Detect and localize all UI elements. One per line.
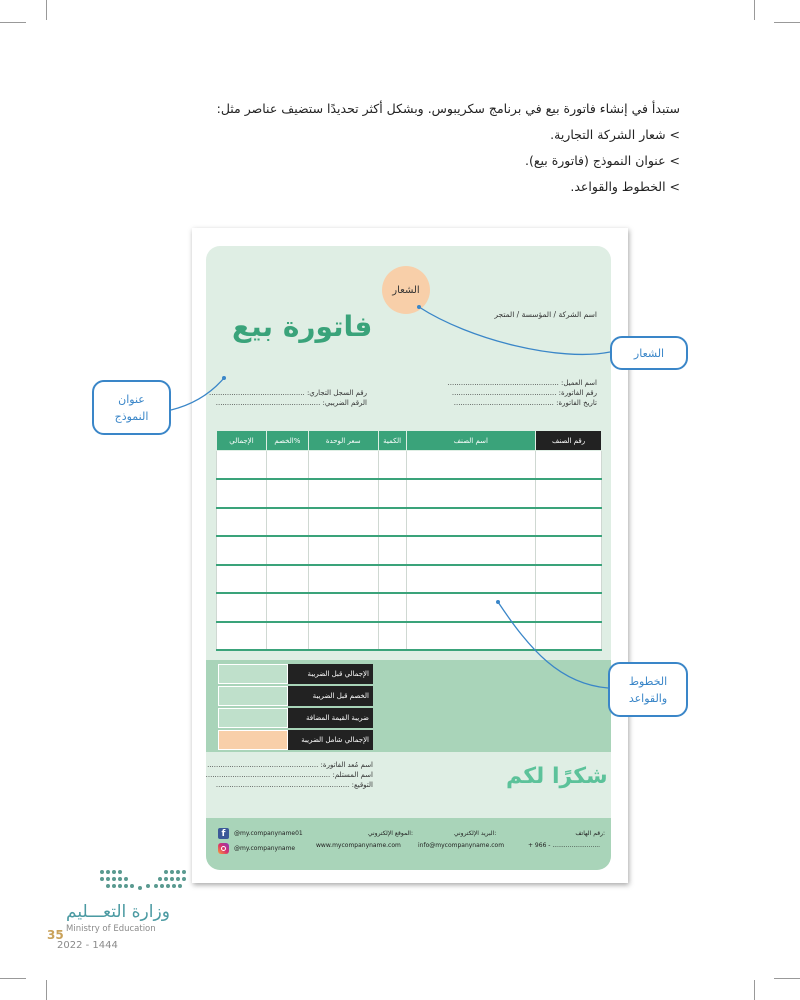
thanks-text: شكرًا لكم — [506, 764, 608, 789]
preparer-field: اسم مُعد الفاتورة: .................................................. — [207, 761, 373, 769]
edition-year: 2022 - 1444 — [57, 940, 118, 951]
table-cell — [266, 451, 308, 480]
table-cell — [406, 536, 536, 565]
table-cell — [406, 508, 536, 537]
email-value: info@mycompanyname.com — [418, 842, 505, 849]
col-discount: الخصم% — [266, 431, 308, 451]
commercial-fields — [209, 388, 367, 408]
table-cell — [308, 508, 378, 537]
crop-mark — [754, 980, 755, 1000]
total-label: الإجمالي قبل الضريبة — [288, 664, 373, 684]
total-label: الإجمالي شامل الضريبة — [288, 730, 373, 750]
signature-field: التوقيع: ............................................................ — [215, 781, 373, 789]
table-cell — [308, 593, 378, 622]
table-cell — [378, 451, 406, 480]
lines-callout — [608, 662, 688, 717]
table-cell — [536, 565, 602, 594]
table-cell — [217, 622, 267, 651]
customer-name-field: اسم العميل: .................................................. — [447, 379, 597, 387]
crop-mark — [754, 0, 755, 20]
intro-line: ستبدأ في إنشاء فاتورة بيع في برنامج سكريبوس. وبشكل أكثر تحديدًا ستضيف عناصر مثل: — [216, 101, 680, 116]
total-label: ضريبة القيمة المضافة — [288, 708, 373, 728]
col-total: الإجمالي — [217, 431, 267, 451]
total-label: الخصم قبل الضريبة — [288, 686, 373, 706]
table-cell — [406, 622, 536, 651]
logo-callout — [610, 336, 688, 370]
items-table — [216, 430, 602, 651]
ministry-name-arabic: وزارة التعـــليم — [66, 902, 170, 922]
form-title-callout-line2: النموذج — [114, 409, 149, 423]
page-number: 35 — [47, 928, 64, 942]
table-cell — [378, 536, 406, 565]
table-cell — [536, 593, 602, 622]
total-value-box — [218, 686, 288, 706]
invoice-sheet — [192, 228, 628, 883]
recipient-field: اسم المستلم: ........................................................ — [206, 771, 373, 779]
company-name: اسم الشركة / المؤسسة / المتجر — [494, 310, 597, 319]
col-item-number: رقم الصنف — [536, 431, 602, 451]
table-cell — [536, 622, 602, 651]
table-cell — [308, 451, 378, 480]
col-item-name: اسم الصنف — [406, 431, 536, 451]
crop-mark — [774, 978, 800, 979]
table-cell — [266, 536, 308, 565]
total-value-box — [218, 708, 288, 728]
table-cell — [266, 622, 308, 651]
ministry-logo-icon — [96, 866, 192, 894]
crop-mark — [0, 978, 26, 979]
table-cell — [266, 508, 308, 537]
table-cell — [378, 593, 406, 622]
invoice-template — [206, 246, 611, 870]
customer-fields — [448, 378, 597, 408]
totals-band — [206, 660, 611, 752]
logo-callout-text: الشعار — [633, 346, 665, 360]
totals-row — [218, 708, 373, 728]
table-row — [217, 565, 602, 594]
table-cell — [536, 451, 602, 480]
email-label: البريد الإلكتروني: — [454, 830, 497, 837]
facebook-icon: f — [218, 828, 229, 839]
invoice-number-field: رقم الفاتورة: ............................................... — [451, 389, 597, 397]
table-cell — [217, 451, 267, 480]
table-row — [217, 622, 602, 651]
table-header — [217, 431, 602, 451]
crop-mark — [774, 22, 800, 23]
totals-row — [218, 730, 373, 750]
table-cell — [217, 593, 267, 622]
total-value-box — [218, 664, 288, 684]
crop-mark — [46, 980, 47, 1000]
table-cell — [308, 536, 378, 565]
table-cell — [217, 479, 267, 508]
intro-bullet-lines: > الخطوط والقواعد. — [570, 179, 680, 194]
website-label: الموقع الإلكتروني: — [368, 830, 413, 837]
table-cell — [308, 622, 378, 651]
table-cell — [308, 479, 378, 508]
table-cell — [378, 565, 406, 594]
table-cell — [217, 536, 267, 565]
intro-text — [120, 96, 680, 200]
table-body — [217, 451, 602, 651]
table-cell — [406, 565, 536, 594]
logo-placeholder: الشعار — [382, 266, 430, 314]
totals-row — [218, 664, 373, 684]
crop-mark — [0, 22, 26, 23]
table-cell — [308, 565, 378, 594]
intro-bullet-title: > عنوان النموذج (فاتورة بيع). — [524, 153, 680, 168]
table-cell — [406, 479, 536, 508]
lines-callout-line2: والقواعد — [628, 691, 668, 705]
table-row — [217, 508, 602, 537]
facebook-handle: @my.companyname01 — [234, 830, 303, 837]
lines-callout-line1: الخطوط — [628, 674, 668, 688]
invoice-footer — [206, 818, 611, 870]
table-cell — [536, 508, 602, 537]
website-value: www.mycompanyname.com — [316, 842, 401, 849]
table-row — [217, 479, 602, 508]
table-cell — [266, 479, 308, 508]
table-cell — [406, 451, 536, 480]
intro-bullet-logo: > شعار الشركة التجارية. — [550, 127, 680, 142]
table-row — [217, 593, 602, 622]
table-cell — [266, 593, 308, 622]
tax-number-field: الرقم الضريبي: ............................................... — [215, 399, 367, 407]
table-cell — [266, 565, 308, 594]
phone-label: رقم الهاتف: — [575, 830, 605, 837]
instagram-icon — [218, 843, 229, 854]
table-cell — [378, 508, 406, 537]
table-cell — [378, 479, 406, 508]
phone-value: + 966 - ......................... — [528, 842, 601, 849]
table-cell — [217, 565, 267, 594]
commercial-register-field: رقم السجل التجاري: ........................................... — [209, 389, 367, 397]
instagram-handle: @my.companyname — [234, 845, 296, 852]
table-cell — [406, 593, 536, 622]
table-row — [217, 451, 602, 480]
table-cell — [378, 622, 406, 651]
table-cell — [536, 536, 602, 565]
ministry-name-english: Ministry of Education — [66, 924, 156, 934]
total-value-box — [218, 730, 288, 750]
col-unit-price: سعر الوحدة — [308, 431, 378, 451]
form-title-callout-line1: عنوان — [118, 392, 145, 406]
totals-row — [218, 686, 373, 706]
table-cell — [536, 479, 602, 508]
invoice-date-field: تاريخ الفاتورة: ............................................. — [453, 399, 597, 407]
crop-mark — [46, 0, 47, 20]
signature-fields — [206, 760, 373, 790]
col-quantity: الكمية — [378, 431, 406, 451]
invoice-title: فاتورة بيع — [232, 310, 373, 343]
form-title-callout — [92, 380, 171, 435]
table-cell — [217, 508, 267, 537]
table-row — [217, 536, 602, 565]
